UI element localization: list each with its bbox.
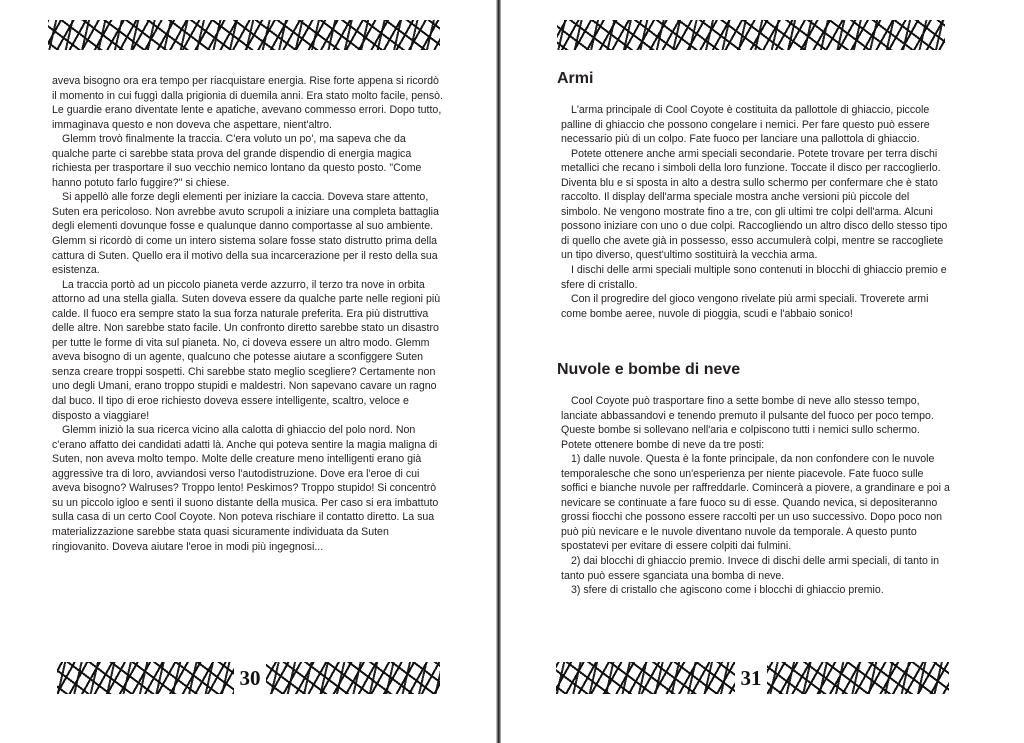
paragraph: Glemm trovò finalmente la traccia. C'era voluto un po', ma sapeva che da qualche parte ci sarebbe stata prova del grande dispendio di energia magica richiesta per trasportare il suo vecchio nemico lontano da questo posto. "Come hanno potuto farlo fuggire?" si chiese. [52, 133, 422, 189]
section-heading-armi: Armi [557, 70, 594, 87]
paragraph: Potete ottenere anche armi speciali secondarie. Potete trovare per terra dischi metallici che recano i simboli della loro funzione. Toccate il disco per raccoglierlo. Diventa blu e si sposta in alto a destra sullo schermo per confermare che è stato raccolto. Il display dell'arma speciale mostra anche versioni più piccole del simbolo. Ne vengono mostrate fino a tre, con gli ultimi tre colpi dell'arma. Alcuni possono iniziare con uno o due colpi. Raccogliendo un altro disco dello stesso tipo di quello che avete già in possesso, esso accumulerà colpi, mentre se raccogliete un tipo diverso, quest'ultimo sostituirà la vecchia arma. [561, 147, 948, 262]
left-body-text [52, 74, 444, 554]
paragraph: Cool Coyote può trasportare fino a sette bombe di neve allo stesso tempo, lanciate abbassandovi e tenendo premuto il pulsante del fuoco per poco tempo. Queste bombe si sollevano nell'aria e colpiscono tutti i nemici sullo schermo. Potete ottenere bombe di neve da tre posti: [561, 395, 934, 451]
paragraph: L'arma principale di Cool Coyote è costituita da pallottole di ghiaccio, piccole palline di ghiaccio che possono congelare i nemici. Per fare questo può essere necessario più di un colpo. Fate fuoco per lanciare una pallottola di ghiaccio. [561, 104, 930, 146]
paragraph: Con il progredire del gioco vengono rivelate più armi speciali. Troverete armi come bombe aeree, nuvole di pioggia, scudi e l'abbaio sonico! [561, 293, 929, 320]
header-ornament-band [557, 20, 945, 50]
section-heading-nuvole: Nuvole e bombe di neve [557, 361, 741, 378]
paragraph: aveva bisogno ora era tempo per riacquistare energia. Rise forte appena si ricordò il momento in cui fuggì dalla prigionia di duemila anni. Era stato molto facile, pensò. Le guardie erano diventate lente e apatiche, avevano commesso errori. Dopo tutto, immaginava questo e non doveva che aspettare, nient'altro. [52, 75, 444, 131]
page-number: 31 [735, 662, 767, 694]
left-page [0, 0, 496, 743]
paragraph: 1) dalle nuvole. Questa è la fonte principale, da non confondere con le nuvole temporalesche che sono un'esperienza per niente piacevole. Fate fuoco sulle soffici e bianche nuvole per raffreddarle. Comincerà a piovere, a grandinare e poi a nevicare se continuate a fare fuoco su di esse. Quando nevica, si depositeranno grossi fiocchi che possono essere raccolti per un uso successivo. Dopo poco non può più nevicare e le nuvole diventano nuvole da temporale. A questo punto spostatevi per evitare di essere colpiti dai fulmini. [561, 453, 950, 553]
right-page [501, 0, 1024, 743]
armi-body-text [561, 103, 951, 321]
nuvole-body-text [561, 394, 951, 598]
paragraph: 2) dai blocchi di ghiaccio premio. Invece di dischi delle armi speciali, di tanto in tanto può essere sganciata una bomba di neve. [561, 555, 940, 582]
paragraph: Glemm iniziò la sua ricerca vicino alla calotta di ghiaccio del polo nord. Non c'erano affatto dei candidati adatti là. Anche qui poteva sentire la magia maligna di Suten, non aveva molto tempo. Molte delle creature meno intelligenti erano già aggressive tra di loro, avviandosi verso l'autodistruzione. Dove era l'eroe di cui aveva bisogno? Walruses? Troppo lento! Peskimos? Troppo stupido! Si concentrò su un piccolo igloo e sentì il suono distante della musica. Per caso si era imbattuto sulla casa di un certo Cool Coyote. Non poteva rischiare il contatto diretto. La sua materializzazione sarebbe stata quasi sicuramente individuata da Suten ringiovanito. Doveva aiutare l'eroe in modi più ingegnosi... [52, 424, 439, 553]
page-number: 30 [234, 662, 266, 694]
header-ornament-band [48, 20, 440, 50]
paragraph: 3) sfere di cristallo che agiscono come i blocchi di ghiaccio premio. [571, 584, 884, 597]
paragraph: I dischi delle armi speciali multiple sono contenuti in blocchi di ghiaccio premio e sfere di cristallo. [561, 264, 947, 291]
paragraph: Si appellò alle forze degli elementi per iniziare la caccia. Doveva stare attento, Suten era pericoloso. Non avrebbe avuto scrupoli a iniziare una completa battaglia degli elementi dovunque fosse e qualunque danno comportasse al suo ambiente. Glemm si ricordò di come un intero sistema solare fosse stato distrutto prima della cattura di Suten. Quello era il motivo della sua incarcerazione per il resto della sua esistenza. [52, 191, 439, 277]
paragraph: La traccia portò ad un piccolo pianeta verde azzurro, il terzo tra nove in orbita attorno ad una stella gialla. Suten doveva essere da qualche parte nelle regioni più calde. Il fuoco era sempre stato la sua forza naturale preferita. Era più distruttiva delle altre. Non sarebbe stato facile. Un confronto diretto sarebbe stato un disastro per tutte le forme di vita sul pianeta. No, ci doveva essere un altro modo. Glemm aveva bisogno di un agente, qualcuno che potesse aiutare a sconfiggere Suten senza creare troppi sospetti. Chi sarebbe stato meglio scegliere? Certamente non uno degli Umani, erano troppo stupidi e maldestri. Non sapevano cavare un ragno dal buco. Il tipo di eroe richiesto doveva essere intelligente, scaltro, veloce e disposto a viaggiare! [52, 278, 441, 422]
